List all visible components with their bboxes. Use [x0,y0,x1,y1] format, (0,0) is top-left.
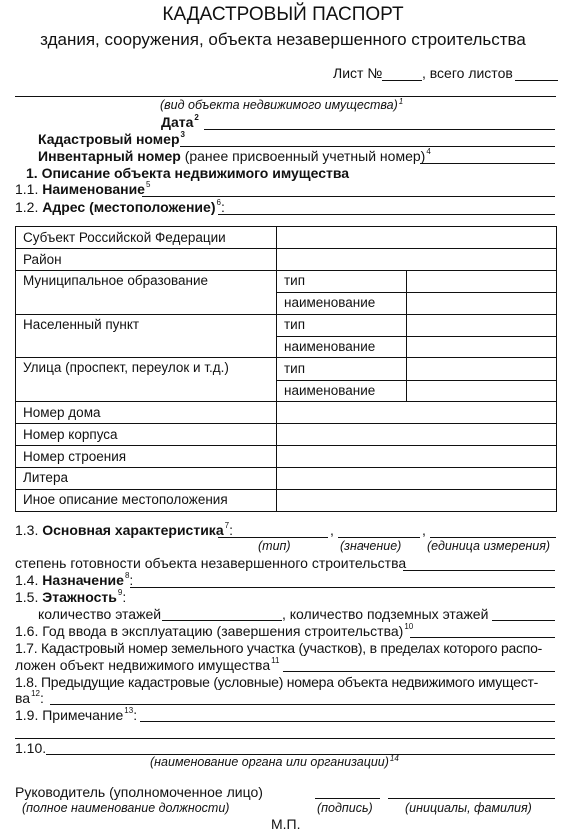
readiness-label: степень готовности объекта незавершенного строительства [15,555,407,571]
underground-floors-field[interactable] [492,620,555,621]
stamp-label: М.П. [271,816,301,832]
letter-value[interactable] [277,468,557,489]
object-type-caption: (вид объекта недвижимого имущества)$^1$ [160,97,404,112]
purpose-field[interactable] [130,587,555,588]
municipality-name-label: наименование [277,293,407,314]
total-sheets-field[interactable] [515,80,558,81]
district-value[interactable] [277,249,557,270]
characteristic-unit-field[interactable] [430,537,556,538]
name-label: 1.1. Наименование$^5$ [15,180,151,197]
table-row [16,489,557,511]
table-row [16,270,557,292]
address-table [15,226,557,512]
head-label: Руководитель (уполномоченное лицо) [15,784,263,800]
address-label: 1.2. Адрес (местоположение)$^6$: [15,198,225,215]
inventory-number-field[interactable] [420,163,555,164]
characteristic-type-field[interactable] [218,537,328,538]
date-field[interactable] [204,129,555,130]
settlement-label: Населенный пункт [16,314,277,358]
note-field-2[interactable] [15,738,555,739]
letter-label: Литера [16,468,277,489]
initials-field[interactable] [388,798,555,799]
previous-numbers-label-2: $ва^{12}$: [15,689,44,706]
municipality-label: Муниципальное образование [16,270,277,314]
subject-label: Субъект Российской Федерации [16,227,277,249]
cadastral-number-label: Кадастровый номер$^3$ [38,130,185,147]
table-row [16,314,557,336]
table-row [16,468,557,489]
page-title: КАДАСТРОВЫЙ ПАСПОРТ [162,4,404,25]
table-row [16,445,557,467]
readiness-field[interactable] [403,570,555,571]
floors-label: количество этажей [38,606,162,622]
total-sheets-label: , всего листов [422,65,513,81]
municipality-name-value[interactable] [407,293,557,314]
municipality-type-label: тип [277,270,407,292]
settlement-name-label: наименование [277,336,407,357]
other-location-label: Иное описание местоположения [16,489,277,511]
table-row [16,402,557,424]
land-plot-label: 1.7. Кадастровый номер земельного участка (участков), в пределах которого распо- [15,640,543,656]
cadastral-number-field[interactable] [180,146,555,147]
previous-numbers-field[interactable] [50,704,555,705]
table-row [16,249,557,270]
table-row [16,424,557,445]
position-caption: (полное наименование должности) [22,801,230,815]
sheet-number-label: Лист № [333,65,383,81]
table-row [16,227,557,249]
land-plot-label-2: ложен объект недвижимого имущества$^{11}$ [15,656,280,673]
signature-caption: (подпись) [317,801,373,815]
table-row [16,358,557,380]
street-label: Улица (проспект, переулок и т.д.) [16,358,277,402]
note-field[interactable] [140,721,555,722]
main-characteristic-label: 1.3. Основная характеристика$^7$: [15,521,233,538]
storeys-label: 1.5. Этажность$^9$: [15,588,127,605]
type-caption: (тип) [258,539,291,553]
value-caption: (значение) [340,539,402,553]
building-value[interactable] [277,424,557,445]
sheet-number-field[interactable] [382,80,422,81]
street-type-value[interactable] [407,358,557,380]
subject-value[interactable] [277,227,557,249]
object-type-field[interactable] [15,96,556,97]
commissioning-year-field[interactable] [410,637,555,638]
structure-value[interactable] [277,445,557,467]
house-value[interactable] [277,402,557,424]
purpose-label: 1.4. Назначение$^8$: [15,571,134,588]
previous-numbers-label: 1.8. Предыдущие кадастровые (условные) номера объекта недвижимого имущест- [15,674,539,690]
note-label: 1.9. Примечание$^{13}$: [15,706,138,723]
initials-caption: (инициалы, фамилия) [405,801,532,815]
settlement-type-value[interactable] [407,314,557,336]
comma-separator: , [330,522,334,538]
signature-field[interactable] [315,798,380,799]
district-label: Район [16,249,277,270]
organization-number: 1.10. [15,740,47,756]
municipality-type-value[interactable] [407,270,557,292]
section-1-title: 1. Описание объекта недвижимого имущества [26,165,350,181]
land-plot-field[interactable] [283,671,555,672]
unit-caption: (единица измерения) [427,539,551,553]
underground-floors-label: , количество подземных этажей [282,606,489,622]
structure-label: Номер строения [16,445,277,467]
other-location-value[interactable] [277,489,557,511]
settlement-type-label: тип [277,314,407,336]
street-name-value[interactable] [407,380,557,401]
building-label: Номер корпуса [16,424,277,445]
house-label: Номер дома [16,402,277,424]
organization-caption: (наименование органа или организации)$^{14}$ [150,754,399,769]
street-type-label: тип [277,358,407,380]
comma-separator: , [422,522,426,538]
characteristic-value-field[interactable] [338,537,420,538]
name-field[interactable] [142,196,555,197]
settlement-name-value[interactable] [407,336,557,357]
commissioning-year-label: 1.6. Год ввода в эксплуатацию (завершения строительства)$^{10}$ [15,622,414,639]
date-label: Дата$^2$ [161,113,199,130]
street-name-label: наименование [277,380,407,401]
address-field[interactable] [218,214,555,215]
floors-field[interactable] [162,620,282,621]
inventory-number-label: Инвентарный номер (ранее присвоенный учетный номер)$^4$ [38,147,431,164]
page-subtitle: здания, сооружения, объекта незавершенного строительства [40,30,526,49]
